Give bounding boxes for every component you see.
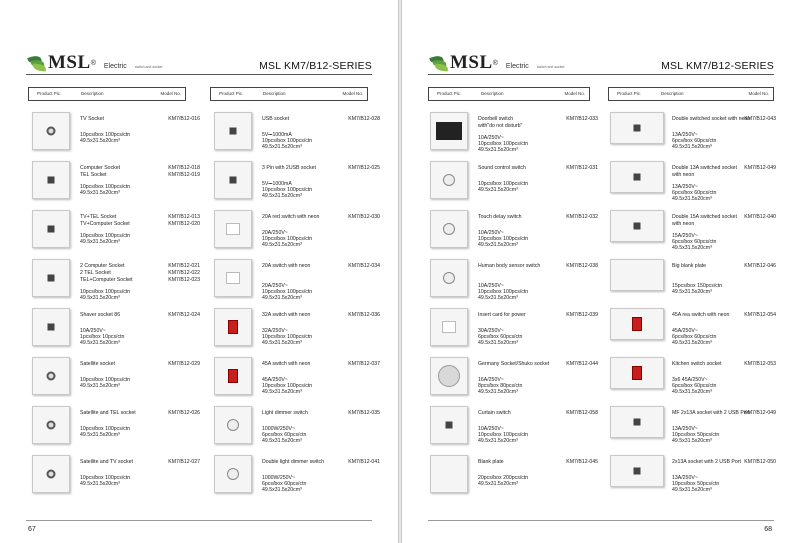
product-spec: 10pcs/box 100pcs/ctn 49.5x31.5x20cm³ [80, 132, 131, 144]
product-row [32, 210, 200, 259]
red-socket-icon [632, 366, 642, 380]
product-description: Double 13A switched socket with neon [672, 165, 737, 178]
product-row [214, 161, 380, 210]
model-number: KM7/B12-045 [566, 459, 598, 465]
product-column-left-2 [214, 112, 380, 504]
product-row [32, 161, 200, 210]
model-number: KM7/B12-031 [566, 165, 598, 171]
product-photo [214, 112, 252, 150]
model-number: KM7/B12-049 [744, 165, 776, 171]
model-number: KM7/B12-035 [348, 410, 380, 416]
product-row [214, 112, 380, 161]
brand-tagline: switch and socket [536, 64, 565, 69]
brand-name: MSL [48, 52, 91, 73]
red-socket-icon [228, 320, 238, 334]
model-number: KM7/B12-024 [168, 312, 200, 318]
product-row [214, 455, 380, 504]
sq-socket-icon [634, 174, 641, 181]
product-description: 45A switch with neon [262, 361, 311, 367]
model-number: KM7/B12-053 [744, 361, 776, 367]
product-row [430, 161, 598, 210]
model-number: KM7/B12-041 [348, 459, 380, 465]
product-description: MF 2x13A socket with 2 USB Port [672, 410, 750, 416]
model-number: KM7/B12-054 [744, 312, 776, 318]
product-row [214, 357, 380, 406]
product-photo [430, 112, 468, 150]
product-row [610, 259, 776, 308]
product-row [32, 259, 200, 308]
product-spec: 10A/250V~ 10pcs/box 100pcs/ctn 49.5x31.5x20cm³ [478, 426, 529, 444]
product-row [430, 259, 598, 308]
product-spec: 10A/250V~ 10pcs/box 100pcs/ctn 49.5x31.5x20cm³ [478, 135, 529, 153]
product-description: 20A red switch with neon [262, 214, 320, 220]
product-description: 3 Pin with 2USB socket [262, 165, 316, 171]
product-row [214, 210, 380, 259]
product-row [430, 210, 598, 259]
product-photo [32, 112, 70, 150]
product-description: Satellite and TV socket [80, 459, 133, 465]
product-row [430, 406, 598, 455]
header-model: Model No. [564, 91, 585, 96]
product-row [610, 210, 776, 259]
model-number: KM7/B12-018 KM7/B12-019 [168, 165, 200, 178]
product-description: 20A switch with neon [262, 263, 311, 269]
product-photo [214, 455, 252, 493]
model-number: KM7/B12-027 [168, 459, 200, 465]
product-photo [430, 161, 468, 199]
sq-socket-icon [48, 324, 55, 331]
product-spec: 15A/250V~ 6pcs/box 60pcs/ctn 49.5x31.5x20cm³ [672, 233, 717, 251]
series-title: MSL KM7/B12-SERIES [259, 60, 372, 72]
sq-socket-icon [446, 422, 453, 429]
header-pic: Product Pic. [37, 91, 62, 96]
sw-socket-icon [442, 321, 456, 333]
product-row [610, 357, 776, 406]
product-row [610, 308, 776, 357]
product-photo [430, 308, 468, 346]
column-header-1 [428, 87, 590, 101]
product-photo [430, 455, 468, 493]
model-number: KM7/B12-038 [566, 263, 598, 269]
product-row [610, 112, 776, 161]
product-spec: 16A/250V~ 8pcs/box 80pcs/ctn 49.5x31.5x20cm³ [478, 377, 523, 395]
model-number: KM7/B12-043 [744, 116, 776, 122]
product-photo [214, 259, 252, 297]
sq-socket-icon [634, 468, 641, 475]
product-row [214, 308, 380, 357]
sq-socket-icon [48, 177, 55, 184]
model-number: KM7/B12-032 [566, 214, 598, 220]
header-desc: Description [263, 91, 286, 96]
knob-socket-icon [443, 272, 455, 284]
product-photo [32, 259, 70, 297]
product-photo [430, 406, 468, 444]
product-description: TV Socket [80, 116, 104, 122]
coax-socket-icon [47, 421, 56, 430]
product-description: Doorbell switch with"do not disturb" [478, 116, 523, 129]
model-number: KM7/B12-021 KM7/B12-022 KM7/B12-023 [168, 263, 200, 283]
product-description: Double light dimmer switch [262, 459, 324, 465]
product-column-right-2 [610, 112, 776, 504]
product-spec: 20A/250V~ 10pcs/box 100pcs/ctn 49.5x31.5x20cm³ [262, 283, 313, 301]
product-description: Shaver socket 86 [80, 312, 121, 318]
product-photo [610, 259, 664, 291]
product-spec: 5V⎓1000mA 10pcs/box 100pcs/ctn 49.5x31.5x20cm³ [262, 181, 313, 199]
product-photo [430, 259, 468, 297]
product-description: Computer Socket TEL Socket [80, 165, 121, 178]
model-number: KM7/B12-028 [348, 116, 380, 122]
column-header-2 [210, 87, 368, 101]
sq-socket-icon [230, 177, 237, 184]
product-description: Big blank plate [672, 263, 707, 269]
footer-rule [26, 520, 372, 521]
product-row [32, 406, 200, 455]
product-description: USB socket [262, 116, 290, 122]
sq-socket-icon [634, 125, 641, 132]
knob-socket-icon [227, 468, 239, 480]
product-column-left-1 [32, 112, 200, 504]
model-number: KM7/B12-029 [168, 361, 200, 367]
model-number: KM7/B12-025 [348, 165, 380, 171]
coax-socket-icon [47, 470, 56, 479]
header-model: Model No. [748, 91, 769, 96]
product-photo [214, 210, 252, 248]
product-photo [32, 161, 70, 199]
product-description: Blank plate [478, 459, 504, 465]
product-photo [214, 161, 252, 199]
product-row [610, 455, 776, 504]
product-description: Touch delay switch [478, 214, 522, 220]
header-model: Model No. [160, 91, 181, 96]
product-column-right-1 [430, 112, 598, 504]
product-spec: 32A/250V~ 10pcs/box 100pcs/ctn 49.5x31.5x20cm³ [262, 328, 313, 346]
product-description: TV+TEL Socket TV+Computer Socket [80, 214, 130, 227]
product-spec: 10pcs/box 100pcs/ctn 49.5x31.5x20cm³ [80, 184, 131, 196]
sq-socket-icon [634, 419, 641, 426]
model-number: KM7/B12-058 [566, 410, 598, 416]
product-photo [32, 210, 70, 248]
column-header-1 [28, 87, 186, 101]
product-description: Kitchen switch socket [672, 361, 722, 367]
model-number: KM7/B12-016 [168, 116, 200, 122]
sq-socket-icon [48, 226, 55, 233]
leaf-logo-icon [28, 55, 46, 71]
product-description: Insert card for power [478, 312, 526, 318]
model-number: KM7/B12-050 [744, 459, 776, 465]
product-spec: 10pcs/box 100pcs/ctn 49.5x31.5x20cm³ [80, 233, 131, 245]
product-row [430, 308, 598, 357]
product-description: 2x13A socket with 2 USB Port [672, 459, 741, 465]
product-photo [32, 455, 70, 493]
header-pic: Product Pic. [219, 91, 244, 96]
product-description: Satellite and TEL socket [80, 410, 136, 416]
product-photo [32, 308, 70, 346]
product-photo [610, 455, 664, 487]
product-description: Sound control switch [478, 165, 526, 171]
product-spec: 5V⎓1000mA 10pcs/box 100pcs/ctn 49.5x31.5x20cm³ [262, 132, 313, 150]
product-row [610, 161, 776, 210]
product-row [214, 406, 380, 455]
product-photo [610, 406, 664, 438]
brand-logo [28, 52, 162, 74]
product-description: Double 15A switched socket with neon [672, 214, 737, 227]
page-number: 67 [28, 526, 36, 533]
model-number: KM7/B12-037 [348, 361, 380, 367]
sq-socket-icon [230, 128, 237, 135]
product-spec: 20A/250V~ 10pcs/box 100pcs/ctn 49.5x31.5x20cm³ [262, 230, 313, 248]
product-photo [610, 308, 664, 340]
product-row [610, 406, 776, 455]
coax-socket-icon [47, 127, 56, 136]
brand-electric: Electric [103, 62, 127, 70]
product-photo [430, 210, 468, 248]
product-description: 45A rea switch with neon [672, 312, 730, 318]
product-photo [32, 357, 70, 395]
product-spec: 10pcs/box 100pcs/ctn 49.5x31.5x20cm³ [478, 181, 529, 193]
product-spec: 10A/250V~ 1pcs/box 10pcs/ctn 49.5x31.5x20cm³ [80, 328, 125, 346]
product-photo [32, 406, 70, 444]
product-description: Curtain switch [478, 410, 511, 416]
coax-socket-icon [47, 372, 56, 381]
knob-socket-icon [443, 223, 455, 235]
product-spec: 13A/250V~ 6pcs/box 60pcs/ctn 49.5x31.5x20cm³ [672, 132, 717, 150]
product-spec: 3x6 45A/250V~ 6pcs/box 60pcs/ctn 49.5x31.5x20cm³ [672, 377, 717, 395]
page-number: 68 [764, 526, 772, 533]
sq-socket-icon [634, 223, 641, 230]
header-rule [26, 74, 372, 75]
product-spec: 1000W/250V~ 6pcs/box 60pcs/ctn 49.5x31.5x20cm³ [262, 475, 307, 493]
product-spec: 30A/250V~ 6pcs/box 60pcs/ctn 49.5x31.5x20cm³ [478, 328, 523, 346]
product-spec: 10pcs/box 100pcs/ctn 49.5x31.5x20cm³ [80, 475, 131, 487]
product-row [430, 357, 598, 406]
product-spec: 10pcs/box 100pcs/ctn 49.5x31.5x20cm³ [80, 289, 131, 301]
model-number: KM7/B12-036 [348, 312, 380, 318]
model-number: KM7/B12-034 [348, 263, 380, 269]
product-photo [214, 406, 252, 444]
product-photo [214, 308, 252, 346]
red-socket-icon [632, 317, 642, 331]
product-photo [610, 161, 664, 193]
header-desc: Description [661, 91, 684, 96]
product-spec: 15pcs/box 150pcs/ctn 49.5x31.5x20cm³ [672, 283, 723, 295]
product-row [430, 455, 598, 504]
header-pic: Product Pic. [437, 91, 462, 96]
brand-tagline: switch and socket [134, 64, 163, 69]
product-spec: 10pcs/box 100pcs/ctn 49.5x31.5x20cm³ [80, 377, 131, 389]
product-photo [610, 210, 664, 242]
product-spec: 45A/250V~ 6pcs/box 60pcs/ctn 49.5x31.5x20cm³ [672, 328, 717, 346]
product-spec: 10A/250V~ 10pcs/box 100pcs/ctn 49.5x31.5x20cm³ [478, 283, 529, 301]
product-row [214, 259, 380, 308]
product-description: 32A switch with neon [262, 312, 311, 318]
catalog-page-right [402, 0, 800, 543]
round-socket-icon [438, 365, 460, 387]
product-photo [610, 112, 664, 144]
brand-reg: ® [492, 59, 498, 67]
product-spec: 20pcs/box 200pcs/ctn 49.5x31.5x20cm³ [478, 475, 529, 487]
model-number: KM7/B12-026 [168, 410, 200, 416]
brand-name: MSL [450, 52, 493, 73]
sq-socket-icon [48, 275, 55, 282]
model-number: KM7/B12-040 [744, 214, 776, 220]
product-photo [430, 357, 468, 395]
model-number: KM7/B12-033 [566, 116, 598, 122]
footer-rule [428, 520, 774, 521]
product-spec: 45A/250V~ 10pcs/box 100pcs/ctn 49.5x31.5x20cm³ [262, 377, 313, 395]
header-desc: Description [81, 91, 104, 96]
product-description: Human body sensor switch [478, 263, 541, 269]
product-row [32, 112, 200, 161]
product-spec: 13A/250V~ 10pcs/box 50pcs/ctn 49.5x31.5x20cm³ [672, 426, 720, 444]
brand-reg: ® [90, 59, 96, 67]
column-header-2 [608, 87, 774, 101]
model-number: KM7/B12-046 [744, 263, 776, 269]
model-number: KM7/B12-030 [348, 214, 380, 220]
series-title: MSL KM7/B12-SERIES [661, 60, 774, 72]
model-number: KM7/B12-049 [744, 410, 776, 416]
leaf-logo-icon [430, 55, 448, 71]
header-desc: Description [481, 91, 504, 96]
product-spec: 13A/250V~ 10pcs/box 50pcs/ctn 49.5x31.5x20cm³ [672, 475, 720, 493]
model-number: KM7/B12-044 [566, 361, 598, 367]
dark-socket-icon [436, 122, 462, 140]
knob-socket-icon [227, 419, 239, 431]
model-number: KM7/B12-013 KM7/B12-020 [168, 214, 200, 227]
product-row [430, 112, 598, 161]
product-description: Satellite socket [80, 361, 115, 367]
brand-logo [430, 52, 564, 74]
product-row [32, 357, 200, 406]
product-spec: 1000W/250V~ 6pcs/box 60pcs/ctn 49.5x31.5x20cm³ [262, 426, 307, 444]
model-number: KM7/B12-039 [566, 312, 598, 318]
header-pic: Product Pic. [617, 91, 642, 96]
product-description: Light dimmer switch [262, 410, 308, 416]
red-socket-icon [228, 369, 238, 383]
product-spec: 13A/250V~ 6pcs/box 60pcs/ctn 49.5x31.5x20cm³ [672, 184, 717, 202]
product-spec: 10A/250V~ 10pcs/box 100pcs/ctn 49.5x31.5x20cm³ [478, 230, 529, 248]
product-photo [610, 357, 664, 389]
header-rule [428, 74, 774, 75]
product-spec: 10pcs/box 100pcs/ctn 49.5x31.5x20cm³ [80, 426, 131, 438]
product-description: Germany Socket/Shuko socket [478, 361, 550, 367]
knob-socket-icon [443, 174, 455, 186]
product-row [32, 308, 200, 357]
sw-socket-icon [226, 272, 240, 284]
product-description: Double switched socket with neon [672, 116, 751, 122]
product-description: 2 Computer Socket 2 TEL Socket TEL+Computer Socket [80, 263, 133, 283]
catalog-page-left [0, 0, 398, 543]
header-model: Model No. [342, 91, 363, 96]
brand-electric: Electric [505, 62, 529, 70]
product-row [32, 455, 200, 504]
sw-socket-icon [226, 223, 240, 235]
product-photo [214, 357, 252, 395]
